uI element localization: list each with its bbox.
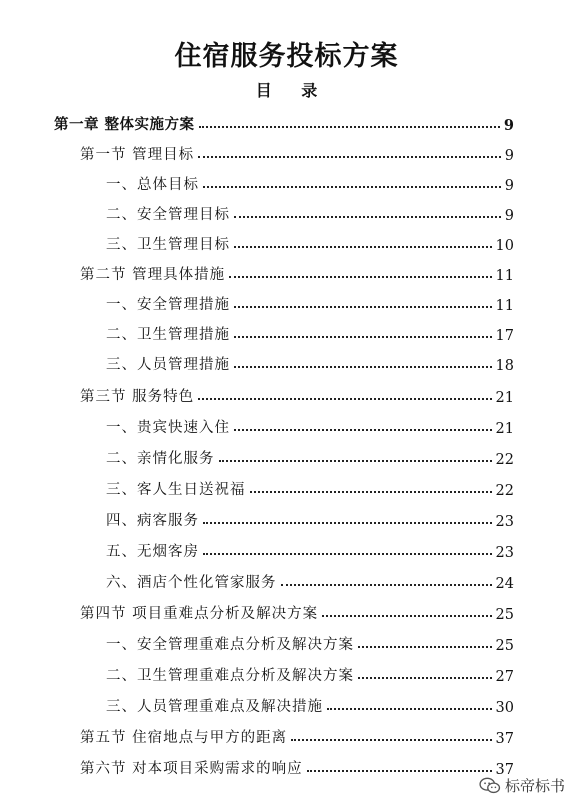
leader-dots bbox=[203, 553, 492, 555]
leader-dots bbox=[229, 276, 491, 278]
toc-label: 第六节 对本项目采购需求的响应 bbox=[80, 761, 303, 777]
toc-page: 25 bbox=[495, 607, 514, 623]
toc-page: 37 bbox=[495, 731, 514, 747]
toc-page: 10 bbox=[495, 238, 514, 254]
toc-page: 37 bbox=[495, 762, 514, 778]
toc-label: 二、亲情化服务 bbox=[106, 451, 215, 467]
toc-chapter-1[interactable] bbox=[54, 112, 514, 134]
toc-label: 第四节 项目重难点分析及解决方案 bbox=[80, 606, 319, 622]
toc-item[interactable] bbox=[106, 172, 514, 194]
leader-dots bbox=[234, 246, 492, 248]
toc-label: 二、安全管理目标 bbox=[106, 207, 230, 223]
leader-dots bbox=[322, 615, 491, 617]
watermark bbox=[479, 775, 565, 796]
leader-dots bbox=[199, 126, 500, 128]
toc-item[interactable] bbox=[106, 632, 514, 654]
toc-section-5[interactable] bbox=[80, 725, 514, 747]
toc-page: 23 bbox=[495, 514, 514, 530]
toc-label: 第一节 管理目标 bbox=[80, 147, 195, 163]
leader-dots bbox=[291, 739, 491, 741]
toc-page: 23 bbox=[495, 545, 514, 561]
toc-label: 第五节 住宿地点与甲方的距离 bbox=[80, 730, 288, 746]
leader-dots bbox=[234, 429, 492, 431]
toc-label: 二、卫生管理措施 bbox=[106, 327, 230, 343]
toc-label: 六、酒店个性化管家服务 bbox=[106, 575, 277, 591]
toc-page: 18 bbox=[495, 358, 514, 374]
leader-dots bbox=[327, 708, 492, 710]
toc-item[interactable] bbox=[106, 322, 514, 344]
leader-dots bbox=[281, 584, 492, 586]
toc-page: 25 bbox=[495, 638, 514, 654]
leader-dots bbox=[307, 770, 492, 772]
toc-label: 四、病客服务 bbox=[106, 513, 199, 529]
toc-item[interactable] bbox=[106, 663, 514, 685]
leader-dots bbox=[198, 156, 501, 158]
toc-label: 第一章 整体实施方案 bbox=[54, 116, 195, 133]
toc-page: 9 bbox=[504, 148, 514, 164]
leader-dots bbox=[234, 336, 492, 338]
toc-page: 24 bbox=[495, 576, 514, 592]
toc-section-1[interactable] bbox=[80, 142, 514, 164]
document-title: 住宿服务投标方案 bbox=[174, 41, 399, 72]
toc-label: 二、卫生管理重难点分析及解决方案 bbox=[106, 668, 354, 684]
leader-dots bbox=[203, 186, 501, 188]
toc-item[interactable] bbox=[106, 570, 514, 592]
toc-label: 第三节 服务特色 bbox=[80, 389, 195, 405]
toc-page: 9 bbox=[504, 208, 514, 224]
toc-item[interactable] bbox=[106, 232, 514, 254]
toc-page: 11 bbox=[495, 298, 514, 314]
toc-section-3[interactable] bbox=[80, 384, 514, 406]
toc-label: 三、人员管理措施 bbox=[106, 357, 230, 373]
toc-section-4[interactable] bbox=[80, 601, 514, 623]
toc-page: 11 bbox=[495, 268, 514, 284]
toc-page: 21 bbox=[495, 390, 514, 406]
toc-item[interactable] bbox=[106, 292, 514, 314]
toc-label: 一、安全管理措施 bbox=[106, 297, 230, 313]
toc-heading: 目 录 bbox=[255, 81, 330, 100]
toc-label: 一、安全管理重难点分析及解决方案 bbox=[106, 637, 354, 653]
toc-label: 三、客人生日送祝福 bbox=[106, 482, 246, 498]
leader-dots bbox=[234, 366, 492, 368]
toc-label: 三、人员管理重难点及解决措施 bbox=[106, 699, 323, 715]
toc-page: 27 bbox=[495, 669, 514, 685]
toc-item[interactable] bbox=[106, 477, 514, 499]
toc-item[interactable] bbox=[106, 202, 514, 224]
toc-item[interactable] bbox=[106, 415, 514, 437]
toc-page: 22 bbox=[495, 483, 514, 499]
toc-item[interactable] bbox=[106, 539, 514, 561]
toc-page: 17 bbox=[495, 328, 514, 344]
watermark-text: 标帝标书 bbox=[504, 777, 565, 795]
leader-dots bbox=[203, 522, 492, 524]
toc-label: 三、卫生管理目标 bbox=[106, 237, 230, 253]
leader-dots bbox=[219, 460, 492, 462]
toc-item[interactable] bbox=[106, 446, 514, 468]
toc-page: 9 bbox=[503, 117, 514, 134]
toc-item[interactable] bbox=[106, 352, 514, 374]
toc-page: 21 bbox=[495, 421, 514, 437]
toc-item[interactable] bbox=[106, 508, 514, 530]
toc-label: 五、无烟客房 bbox=[106, 544, 199, 560]
toc-section-6[interactable] bbox=[80, 756, 514, 778]
leader-dots bbox=[250, 491, 492, 493]
toc-label: 一、贵宾快速入住 bbox=[106, 420, 230, 436]
leader-dots bbox=[198, 398, 491, 400]
toc-label: 第二节 管理具体措施 bbox=[80, 267, 226, 283]
toc-label: 一、总体目标 bbox=[106, 177, 199, 193]
leader-dots bbox=[358, 646, 492, 648]
toc-page: 30 bbox=[495, 700, 514, 716]
toc-page: 9 bbox=[504, 178, 514, 194]
leader-dots bbox=[234, 216, 501, 218]
toc-section-2[interactable] bbox=[80, 262, 514, 284]
toc-item[interactable] bbox=[106, 694, 514, 716]
toc-page: 22 bbox=[495, 452, 514, 468]
wechat-icon bbox=[479, 777, 501, 795]
leader-dots bbox=[234, 306, 492, 308]
leader-dots bbox=[358, 677, 492, 679]
